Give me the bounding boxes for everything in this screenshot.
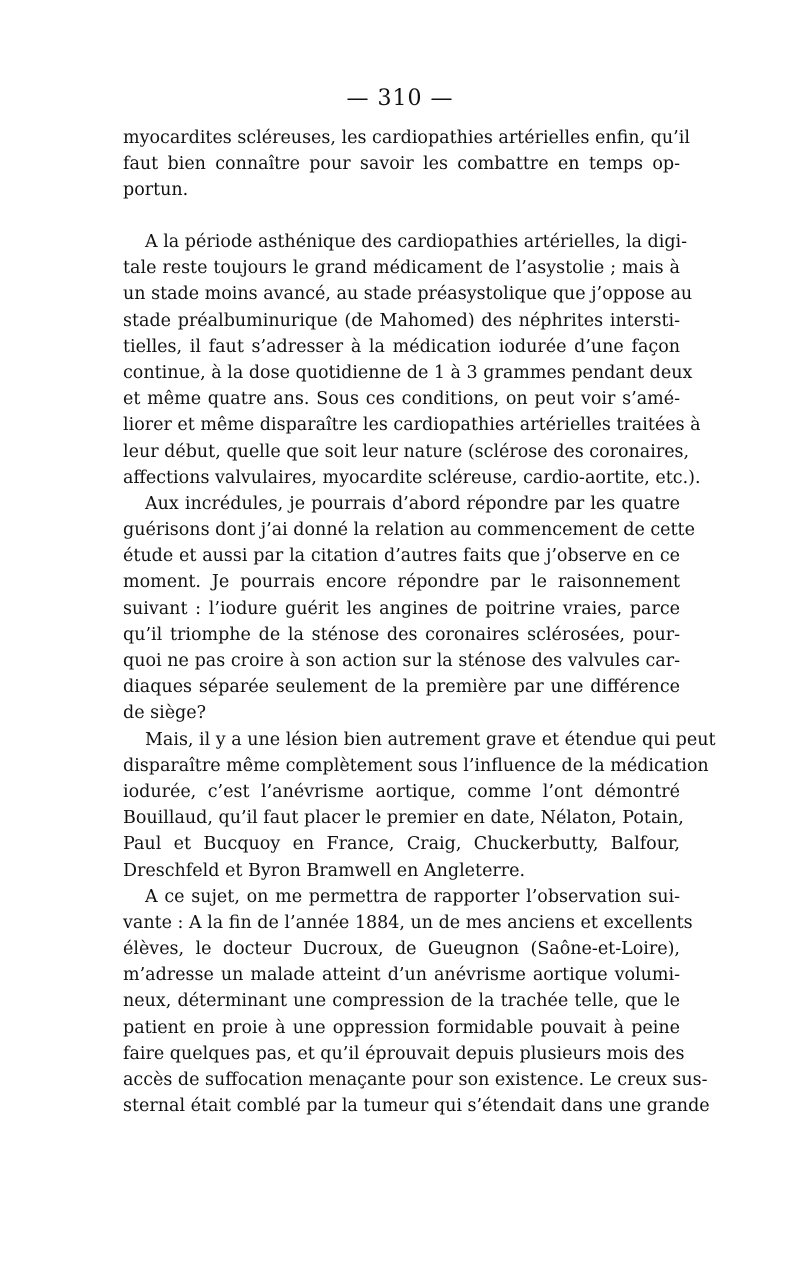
text-line: suivant : l’iodure guérit les angines de poitrine vraies, parce <box>123 598 680 619</box>
text-line: myocardites scléreuses, les cardiopathies artérielles enfin, qu’il <box>123 128 690 148</box>
text-line: de siège? <box>123 703 206 724</box>
text-line: élèves, le docteur Ducroux, de Gueugnon (Saône-et-Loire), <box>123 939 680 960</box>
text-line: accès de suffocation menaçante pour son existence. Le creux sus- <box>123 1070 708 1090</box>
page-number: — 310 — <box>346 86 454 111</box>
text-line: Paul et Bucquoy en France, Craig, Chuckerbutty, Balfour, <box>123 834 680 855</box>
text-line: continue, à la dose quotidienne de 1 à 3 grammes pendant deux <box>123 362 693 383</box>
text-line: guérisons dont j’ai donné la relation au commencement de cette <box>123 520 695 541</box>
text-line: A la période asthénique des cardiopathies artérielles, la digi- <box>145 232 688 252</box>
text-line: portun. <box>123 180 189 201</box>
text-line: moment. Je pourrais encore répondre par le raisonnement <box>123 572 680 593</box>
text-line: liorer et même disparaître les cardiopathies artérielles traitées à <box>123 415 701 436</box>
text-line: affections valvulaires, myocardite scléreuse, cardio-aortite, etc.). <box>123 467 701 488</box>
text-line: disparaître même complètement sous l’influence de la médication <box>123 755 709 776</box>
text-line: quoi ne pas croire à son action sur la sténose des valvules car- <box>123 651 680 671</box>
paragraph-2 <box>123 229 716 1119</box>
text-line: leur début, quelle que soit leur nature (sclérose des coronaires, <box>123 441 690 462</box>
text-line: diaques séparée seulement de la première par une différence <box>123 677 680 698</box>
text-line: neux, déterminant une compression de la trachée telle, que le <box>123 991 680 1012</box>
text-line: qu’il triomphe de la sténose des coronaires sclérosées, pour- <box>123 624 680 645</box>
paragraph-1 <box>123 125 690 204</box>
text-line: patient en proie à une oppression formidable pouvait à peine <box>123 1017 680 1038</box>
text-line: et même quatre ans. Sous ces conditions, on peut voir s’amé- <box>123 389 680 410</box>
text-line: Mais, il y a une lésion bien autrement grave et étendue qui peut <box>145 729 716 750</box>
text-line: étude et aussi par la citation d’autres faits que j’observe en ce <box>123 546 680 567</box>
text-line: Aux incrédules, je pourrais d’abord répondre par les quatre <box>145 493 680 514</box>
text-line: Dreschfeld et Byron Bramwell en Angleterre. <box>123 860 526 881</box>
text-line: m’adresse un malade atteint d’un anévrisme aortique volumi- <box>123 965 680 986</box>
text-line: sternal était comblé par la tumeur qui s’étendait dans une grande <box>123 1096 710 1117</box>
text-line: faire quelques pas, et qu’il éprouvait depuis plusieurs mois des <box>123 1043 685 1064</box>
text-line: A ce sujet, on me permettra de rapporter l’observation sui- <box>145 886 680 907</box>
text-line: un stade moins avancé, au stade préasystolique que j’oppose au <box>123 284 693 305</box>
text-line: faut bien connaître pour savoir les combattre en temps op- <box>123 154 680 175</box>
text-line: Bouillaud, qu’il faut placer le premier en date, Nélaton, Potain, <box>123 808 684 829</box>
text-line: iodurée, c’est l’anévrisme aortique, comme l’ont démontré <box>123 781 680 802</box>
text-line: stade préalbuminurique (de Mahomed) des néphrites intersti- <box>123 310 680 331</box>
text-line: tielles, il faut s’adresser à la médication iodurée d’une façon <box>123 336 680 357</box>
text-line: tale reste toujours le grand médicament de l’asystolie ; mais à <box>123 258 680 279</box>
text-line: vante : A la fin de l’année 1884, un de mes anciens et excellents <box>123 912 693 933</box>
